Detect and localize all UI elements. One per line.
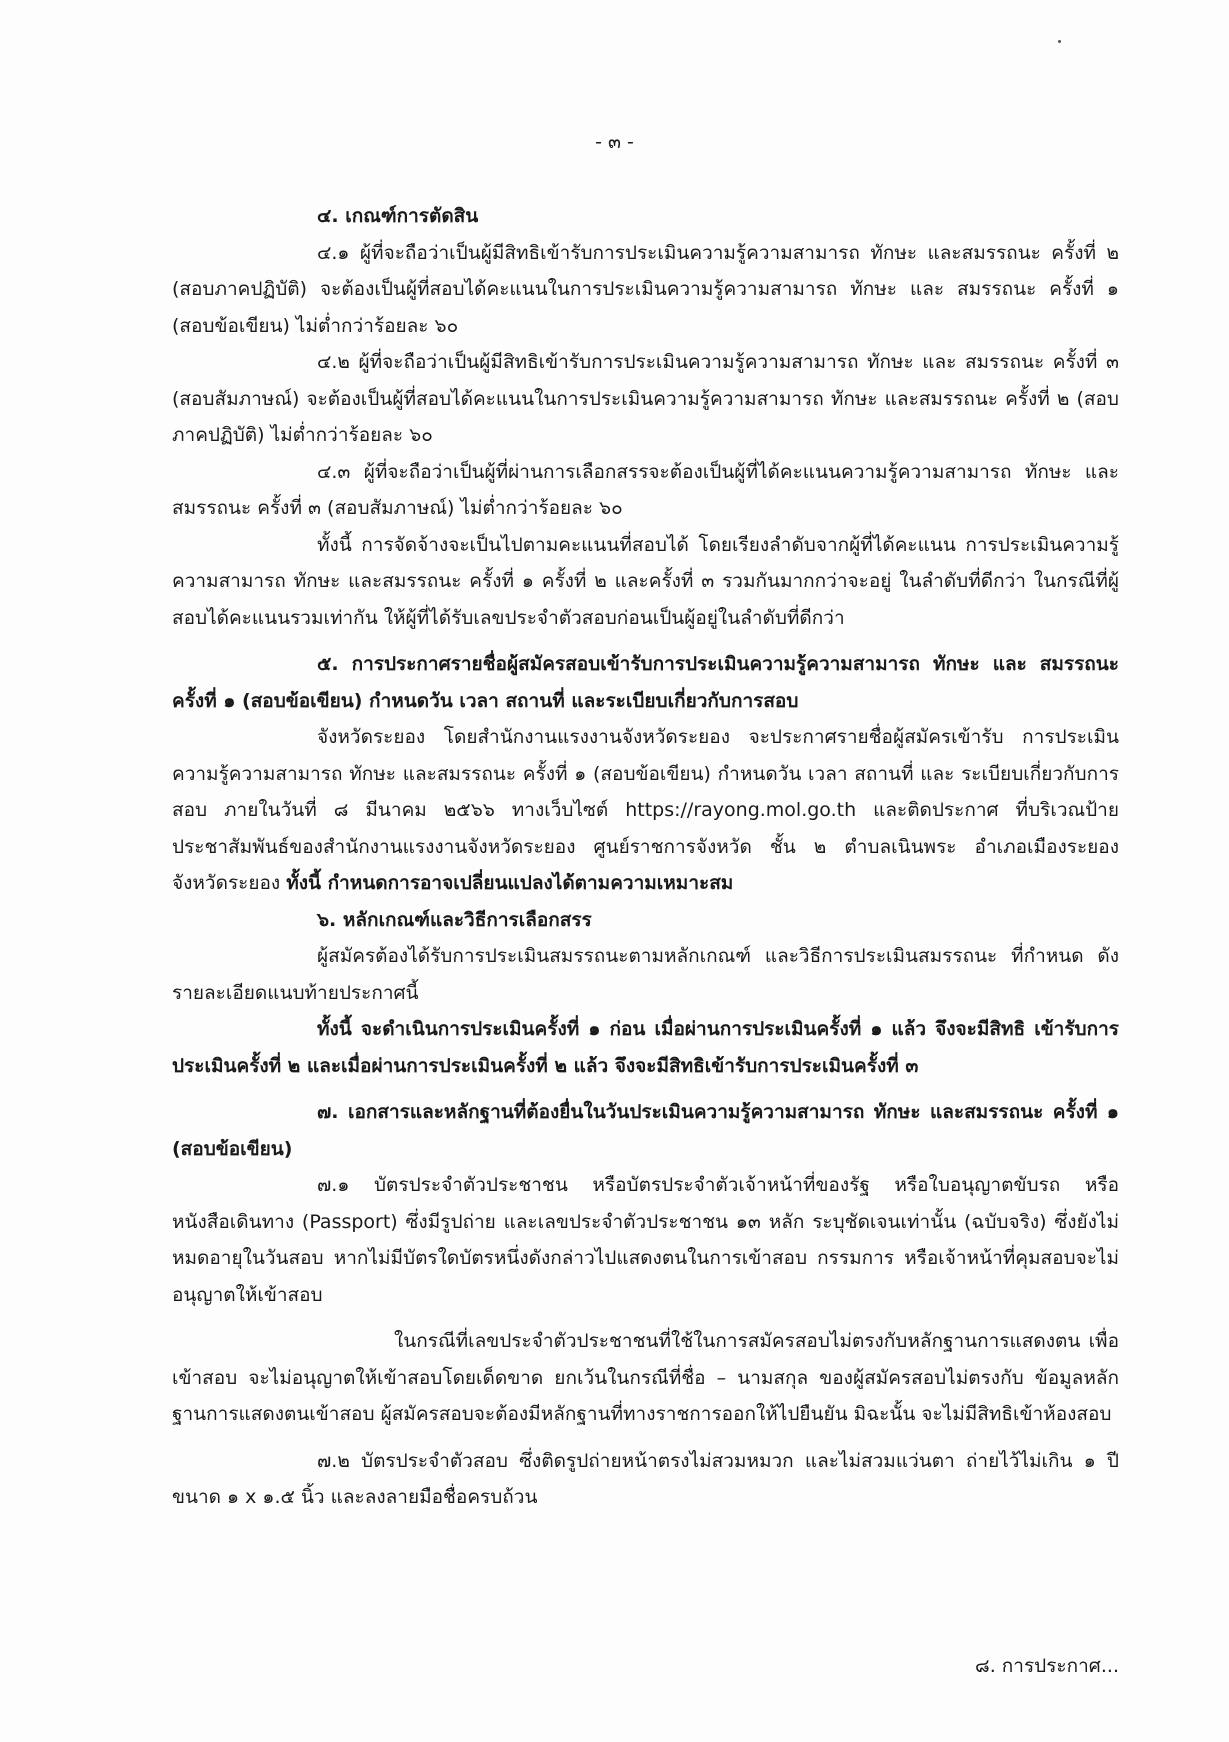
section-4-heading: ๔. เกณฑ์การตัดสิน bbox=[317, 205, 479, 227]
scan-speck bbox=[1058, 40, 1061, 43]
section-4-1: ๔.๑ ผู้ที่จะถือว่าเป็นผู้มีสิทธิเข้ารับการประเมินความรู้ความสามารถ ทักษะ และสมรรถนะ ครั้งที่ ๒ (สอบภาคปฏิบัติ) จะต้องเป็นผู้ที่สอบได้คะแนนในการประเมินความรู้ความสามารถ ทักษะ และ สมรรถนะ ครั้งที่ ๑ (สอบข้อเขียน) ไม่ต่ำกว่าร้อยละ ๖๐ bbox=[172, 241, 1119, 337]
document-body bbox=[172, 198, 1119, 1516]
section-6-body: ผู้สมัครต้องได้รับการประเมินสมรรถนะตามหลักเกณฑ์ และวิธีการประเมินสมรรถนะ ที่กำหนด ดังรายละเอียดแนบท้ายประกาศนี้ bbox=[172, 945, 1119, 1004]
section-4-2: ๔.๒ ผู้ที่จะถือว่าเป็นผู้มีสิทธิเข้ารับการประเมินความรู้ความสามารถ ทักษะ และ สมรรถนะ ครั้งที่ ๓ (สอบสัมภาษณ์) จะต้องเป็นผู้ที่สอบได้คะแนนในการประเมินความรู้ความสามารถ ทักษะ และสมรรถนะ ครั้งที่ ๒ (สอบภาคปฏิบัติ) ไม่ต่ำกว่าร้อยละ ๖๐ bbox=[172, 351, 1119, 446]
section-5-bold-note: ทั้งนี้ กำหนดการอาจเปลี่ยนแปลงได้ตามความเหมาะสม bbox=[286, 872, 734, 894]
next-page-continuation: ๘. การประกาศ... bbox=[975, 1655, 1119, 1677]
section-7-2: ๗.๒ บัตรประจำตัวสอบ ซึ่งติดรูปถ่ายหน้าตรงไม่สวมหมวก และไม่สวมแว่นตา ถ่ายไว้ไม่เกิน ๑ ปี ขนาด ๑ x ๑.๕ นิ้ว และลงลายมือชื่อครบถ้วน bbox=[172, 1449, 1119, 1508]
section-6-heading: ๖. หลักเกณฑ์และวิธีการเลือกสรร bbox=[317, 908, 592, 931]
section-7-1-note: ในกรณีที่เลขประจำตัวประชาชนที่ใช้ในการสมัครสอบไม่ตรงกับหลักฐานการแสดงตน เพื่อเข้าสอบ จะไม่อนุญาตให้เข้าสอบโดยเด็ดขาด ยกเว้นในกรณีที่ชื่อ – นามสกุล ของผู้สมัครสอบไม่ตรงกับ ข้อมูลหลักฐานการแสดงตนเข้าสอบ ผู้สมัครสอบจะต้องมีหลักฐานที่ทางราชการออกให้ไปยืนยัน มิฉะนั้น จะไม่มีสิทธิเข้าห้องสอบ bbox=[172, 1330, 1119, 1425]
section-7-1: ๗.๑ บัตรประจำตัวประชาชน หรือบัตรประจำตัวเจ้าหน้าที่ของรัฐ หรือใบอนุญาตขับรถ หรือหนังสือเดินทาง (Passport) ซึ่งมีรูปถ่าย และเลขประจำตัวประชาชน ๑๓ หลัก ระบุชัดเจนเท่านั้น (ฉบับจริง) ซึ่งยังไม่หมดอายุในวันสอบ หากไม่มีบัตรใดบัตรหนึ่งดังกล่าวไปแสดงตนในการเข้าสอบ กรรมการ หรือเจ้าหน้าที่คุมสอบจะไม่อนุญาตให้เข้าสอบ bbox=[172, 1174, 1119, 1306]
section-4-3: ๔.๓ ผู้ที่จะถือว่าเป็นผู้ที่ผ่านการเลือกสรรจะต้องเป็นผู้ที่ได้คะแนนความรู้ความสามารถ ทักษะ และสมรรถนะ ครั้งที่ ๓ (สอบสัมภาษณ์) ไม่ต่ำกว่าร้อยละ ๖๐ bbox=[172, 460, 1119, 519]
section-6-bold-note: ทั้งนี้ จะดำเนินการประเมินครั้งที่ ๑ ก่อน เมื่อผ่านการประเมินครั้งที่ ๑ แล้ว จึงจะมีสิทธิ เข้ารับการประเมินครั้งที่ ๒ และเมื่อผ่านการประเมินครั้งที่ ๒ แล้ว จึงจะมีสิทธิเข้ารับการประเมินครั้งที่ ๓ bbox=[172, 1018, 1119, 1077]
section-5-body bbox=[172, 719, 1119, 902]
section-4-note: ทั้งนี้ การจัดจ้างจะเป็นไปตามคะแนนที่สอบได้ โดยเรียงลำดับจากผู้ที่ได้คะแนน การประเมินความรู้ความสามารถ ทักษะ และสมรรถนะ ครั้งที่ ๑ ครั้งที่ ๒ และครั้งที่ ๓ รวมกันมากกว่าจะอยู่ ในลำดับที่ดีกว่า ในกรณีที่ผู้สอบได้คะแนนรวมเท่ากัน ให้ผู้ที่ได้รับเลขประจำตัวสอบก่อนเป็นผู้อยู่ในลำดับที่ดีกว่า bbox=[172, 533, 1119, 629]
section-5-text: จังหวัดระยอง โดยสำนักงานแรงงานจังหวัดระยอง จะประกาศรายชื่อผู้สมัครเข้ารับ การประเมินความรู้ความสามารถ ทักษะ และสมรรถนะ ครั้งที่ ๑ (สอบข้อเขียน) กำหนดวัน เวลา สถานที่ และ ระเบียบเกี่ยวกับการสอบ ภายในวันที่ ๘ มีนาคม ๒๕๖๖ ทางเว็บไซต์ https://rayong.mol.go.th และติดประกาศ ที่บริเวณป้ายประชาสัมพันธ์ของสำนักงานแรงงานจังหวัดระยอง ศูนย์ราชการจังหวัด ชั้น ๒ ตำบลเนินพระ อำเภอเมืองระยอง จังหวัดระยอง bbox=[172, 726, 1119, 894]
section-5-heading: ๕. การประกาศรายชื่อผู้สมัครสอบเข้ารับการประเมินความรู้ความสามารถ ทักษะ และ สมรรถนะ ครั้งที่ ๑ (สอบข้อเขียน) กำหนดวัน เวลา สถานที่ และระเบียบเกี่ยวกับการสอบ bbox=[172, 653, 1119, 712]
page-number: - ๓ - bbox=[595, 131, 634, 153]
section-7-heading: ๗. เอกสารและหลักฐานที่ต้องยื่นในวันประเมินความรู้ความสามารถ ทักษะ และสมรรถนะ ครั้งที่ ๑ (สอบข้อเขียน) bbox=[172, 1101, 1119, 1160]
